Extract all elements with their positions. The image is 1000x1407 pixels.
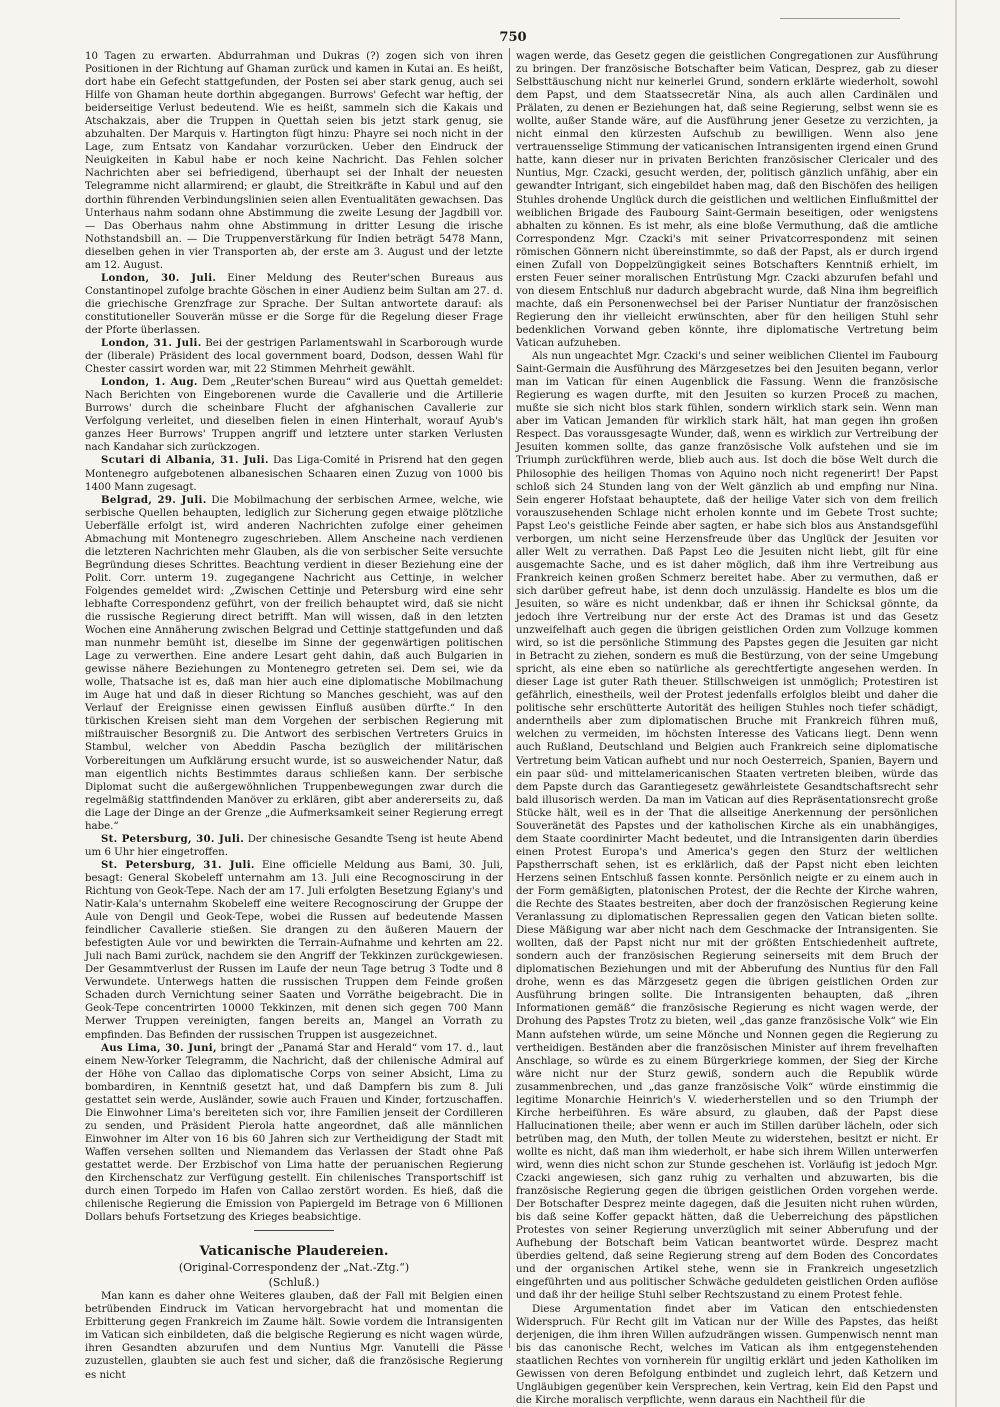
dateline: London, 1. Aug. [101, 376, 198, 389]
report-text: Die Mobilmachung der serbischen Armee, welche, wie serbische Quellen behaupten, lediglich zur Sicherung gegen etwaige plötzliche Ueberfälle erfolgt ist, wird anderen Nachrichten zufolge einer geheimen Abmachung mit Montenegro zugeschrieben. Allem Anscheine nach verdienen die letzteren Nachrichten mehr Glauben, als die von serbischer Seite versuchte Begründung dieses Schrittes. Beachtung verdient in dieser Beziehung eine der Polit. Corr. unterm 19. zugegangene Nachricht aus Cettinje, in welcher Folgendes gemeldet wird: „Zwischen Cettinje und Petersburg wird eine sehr lebhafte Correspondenz geführt, von der freilich behauptet wird, daß sie nicht die russische Regierung direct betrifft. Man will wissen, daß in den letzten Wochen eine Annäherung zwischen Belgrad und Cettinje stattgefunden und daß man nunmehr bemüht ist, dieselbe im Sinne der gegenwärtigen politischen Lage zu verwerthen. Eine andere Lesart geht dahin, daß auch Bulgarien in gewisse nähere Beziehungen zu Montenegro getreten sei. Dem sei, wie da wolle, Thatsache ist es, daß man hier auch eine diplomatische Mobilmachung im Auge hat und daß in dieser Richtung so Manches geschieht, was auf den Verlauf der Ereignisse einen gewissen Einfluß ausüben dürfte.“ In den türkischen Kreisen sieht man dem Vorgehen der serbischen Regierung mit mißtrauischer Besorgniß zu. Die Antwort des serbischen Vertreters Gruics in Stambul, welcher von Abeddin Pascha bezüglich der militärischen Vorbereitungen um Aufklärung ersucht wurde, ist so ausweichender Natur, daß man eigentlich nichts Bestimmtes daraus schließen kann. Der serbische Diplomat sucht die außergewöhnlichen Truppenbewegungen zwar durch die regelmäßig stattfindenden Manöver zu erklären, gibt aber andererseits zu, daß die Lage der Dinge an der Grenze „die Aufmerksamkeit seiner Regierung erregt habe.“ [85, 494, 503, 832]
london-30-report [85, 272, 503, 337]
top-rule [780, 18, 900, 19]
scan-edge [955, 0, 957, 1407]
report-text: Einer Meldung des Reuter'schen Bureaus aus Constantinopel zufolge brachte Göschen in einer Audienz beim Sultan am 27. d. die griechische Grenzfrage zur Sprache. Der Sultan antwortete darauf: als constitutioneller Souverän müsse er die Sorge für die Regelung dieser Frage der Pforte überlassen. [85, 272, 503, 336]
column-divider [509, 48, 510, 1348]
petersburg-31-report [85, 859, 503, 1042]
right-column [516, 50, 938, 1406]
lima-report [85, 1042, 503, 1225]
dateline: Scutari di Albania, 31. Juli. [101, 454, 269, 467]
report-text: Dem „Reuter'schen Bureau“ wird aus Quettah gemeldet: Nach Berichten von Eingeborenen wurde die Cavallerie und die Artillerie Burrows' durch die scheinbare Flucht der afghanischen Cavallerie zur Verfolgung verleitet, und dieselben fielen in einen Hinterhalt, worauf Ayub's ganzes Heer Burrows' Truppen angriff und letztere unter starken Verlusten nach Kandahar sich zurückzogen. [85, 377, 503, 454]
belgrad-report [85, 494, 503, 833]
section-note: (Schluß.) [268, 1276, 320, 1290]
dateline: London, 30. Juli. [101, 271, 217, 284]
section-title: Vaticanische Plaudereien. [199, 1244, 389, 1260]
scutari-report [85, 454, 503, 493]
dateline: St. Petersburg, 31. Juli. [101, 858, 255, 871]
report-text: bringt der „Panamá Star and Herald“ vom 17. d., laut einem New-Yorker Telegramm, die Nachricht, daß der chilenische Admiral auf der Höhe von Callao das diplomatische Corps von seiner Absicht, Lima zu bombardiren, in Kenntniß gesetzt hat, und daß Dampfern bis zum 8. Juli gestattet sein werde, Ausländer, sowie auch Frauen und Kinder, fortzuschaffen. Die Einwohner Lima's bereiteten sich vor, ihre Familien jenseit der Cordilleren zu senden, und Präsident Pierola hatte angeordnet, daß alle männlichen Einwohner im Alter von 16 bis 60 Jahren sich zur Vertheidigung der Stadt mit Waffen versehen sollten und Niemandem das Verlassen der Stadt ohne Paß gestattet werde. Der Erzbischof von Lima hatte der peruanischen Regierung den Kirchenschatz zur Verfügung gestellt. Ein chilenisches Transportschiff ist durch einen Torpedo im Hafen von Callao zerstört worden. Es hieß, daß die chilenische Regierung die Emission von Papiergeld im Betrage von 6 Millionen Dollars behufs Fortsetzung des Krieges beabsichtige. [85, 1042, 503, 1224]
dateline: London, 31. Juli. [101, 337, 202, 350]
vatican-paragraph: Man kann es daher ohne Weiteres glauben, daß der Fall mit Belgien einen betrübenden Eindruck im Vatican hervorgebracht hat und momentan die Erbitterung gegen Frankreich im Zaume hält. Sowie vordem die Intransigenten im Vatican sich einbildeten, daß die belgische Regierung es nicht wagen würde, ihren Gesandten abzurufen und dem Nuntius Mgr. Vanutelli die Pässe zuzustellen, glaubten sie auch fest und sicher, daß die französische Regierung es nicht [85, 1291, 503, 1381]
section-subtitle: (Original-Correspondenz der „Nat.-Ztg.“) [178, 1261, 410, 1275]
section-divider [254, 1230, 334, 1231]
petersburg-30-report [85, 833, 503, 859]
right-paragraph-2: Als nun ungeachtet Mgr. Czacki's und seiner weiblichen Clientel im Faubourg Saint-Germain die Ausführung des Märzgesetzes bei den Jesuiten begann, verlor man im Vatican für einen Augenblick die Fassung. Wenn die französische Regierung es wagen durfte, mit den Jesuiten so kurzen Proceß zu machen, mußte sie sich nicht blos stark fühlen, sondern wirklich stark sein. Wenn man aber im Vatican Jemanden für wirklich stark hält, hat man gegen ihn großen Respect. Das voraussgesagte Wunder, daß, wenn es wirklich zur Vertreibung der Jesuiten kommen sollte, das ganze französische Volk aufstehen und sie im Triumph zurückführen werde, blieb auch aus. Ist doch die böse Welt durch die Philosophie des heiligen Thomas von Aquino noch nicht regenerirt! Der Papst schloß sich 24 Stunden lang von der Welt gänzlich ab und empfing nur Nina. Sein engerer Hofstaat behauptete, daß der heilige Vater sich von dem freilich vorauszusehenden Schlage nicht erholen konnte und im Gebete Trost suchte; Papst Leo's geistliche Feinde aber sagten, er habe sich blos aus Anstandsgefühl verborgen, um nicht seine Herzensfreude über das Unglück der Jesuiten vor aller Welt zu verrathen. Daß Papst Leo die Jesuiten nicht liebt, gilt für eine ausgemachte Sache, und es ist daher möglich, daß ihm ihre Vertreibung aus Frankreich keinen großen Schmerz bereitet habe. Aber zu vermuthen, daß er sich darüber gefreut habe, ist denn doch unzulässig. Handelte es blos um die Jesuiten, so wäre es nicht undenkbar, daß er ihnen ihr Schicksal gönnte, da jedoch ihre Vertreibung nur der erste Act des Dramas ist und das Gesetz unzweifelhaft auch gegen die übrigen geistlichen Orden zum Vollzuge kommen wird, so ist die persönliche Stimmung des Papstes gegen die Jesuiten gar nicht in Betracht zu ziehen, sondern es muß die Bestürzung, von der seine Umgebung spricht, als eine eben so natürliche als gerechtfertigte angesehen werden. In dieser Lage ist guter Rath theuer. Stillschweigen ist unmöglich; Protestiren ist gefährlich, einestheils, weil der Protest jedenfalls erfolglos bleibt und daher die politische sehr erschütterte Autorität des heiligen Stuhles noch tiefer schädigt, anderntheils aber zum diplomatischen Bruche mit Frankreich führen muß, welchen zu vermeiden, im höchsten Interesse des Vaticans liegt. Denn wenn auch Rußland, Deutschland und Belgien auch Frankreich seine diplomatische Vertretung beim Vatican aufhebt und nur noch Oesterreich, Spanien, Bayern und ein paar süd- und mittelamericanischen Staaten vertreten bleiben, würde das dem Papste durch das Garantiegesetz gewährleistete Gesandtschaftsrecht sehr bald illusorisch werden. Da man im Vatican auf dies Repräsentationsrecht große Stücke hält, weil es in der That die allseitige Anerkennung der persönlichen Souveränetät des Papstes und der katholischen Kirche als ein unabhängiges, dem Staate coordinirter Macht bedeutet, und die Intransigenten darin überdies einen Protest Europa's und America's gegen den Sturz der weltlichen Papstherrschaft sehen, ist es erklärlich, daß der Papst nicht eben leichten Herzens seinen Entschluß fassen konnte. Persönlich neigte er zu einem auch in der Form gemäßigten, platonischen Protest, der die Rechte der Kirche wahren, die Rechte des Staates bestreiten, aber doch der französischen Regierung keine Veranlassung zu diplomatischen Repressalien gegen den Vatican bieten sollte. Diese Mäßigung war aber nicht nach dem Geschmacke der Intransigenten. Sie wollten, daß der Papst nicht nur mit der größten Entschiedenheit auftrete, sondern auch der französischen Regierung seinerseits mit dem Bruch der diplomatischen Beziehungen und mit der Abberufung des Nuntius für den Fall drohe, wenn es das Märzgesetz gegen die übrigen geistlichen Orden zur Ausführung bringen sollte. Die Intransigenten behaupten, daß „ihren Informationen gemäß“ die französische Regierung es nicht wagen werde, der Drohung des Papstes Trotz zu bieten, weil „das ganze französische Volk“ wie Ein Mann aufstehen würde, um seine Mönche und Nonnen gegen die Regierung zu vertheidigen. Beständen aber die französischen Minister auf ihrem frevelhaften Anschlage, so würde es zu einem Bürgerkriege kommen, der Sieg der Kirche wäre nicht nur der Sturz gewiß, sondern auch die Republik würde zusammenbrechen, und „das ganze französische Volk“ würde einstimmig die legitime Monarchie Heinrich's V. wiederherstellen und so den Triumph der Kirche herbeiführen. Es wäre absurd, zu glauben, daß der Papst diese Hallucinationen theile; aber wenn er auch im Stillen darüber lächeln, oder sich betrüben mag, den Muth, der tollen Meute zu widerstehen, besitzt er nicht. Er wollte es nicht, daß man ihm wiederholt, er habe sich ihrem Willen unterwerfen wird, wenn dies nicht schon zur Stunde geschehen ist. Vorläufig ist jedoch Mgr. Czacki angewiesen, sich ganz ruhig zu verhalten und abzuwarten, bis die französische Regierung gegen die übrigen geistlichen Orden vorgehen werde. Der Botschafter Desprez meinte dagegen, daß die Jesuiten nicht ruhen würden, bis daß seine Koffer gepackt hätten, daß die Ueberreichung des päpstlichen Protestes von seiner Regierung unverzüglich mit seiner Abberufung und der Aufhebung der Botschaft beim Vatican beantwortet würde. Desprez macht überdies geltend, daß seine Regierung streng auf dem Boden des Concordates und der organischen Artikel stehe, wenn sie in Frankreich ungesetzlich eingeführten und aus politischer Schwäche geduldeten geistlichen Orden auflöse und daß ihr der heilige Stuhl selber Rechtszustand zu einem Protest fehle. [516, 351, 938, 1302]
right-paragraph-1: wagen werde, das Gesetz gegen die geistlichen Congregationen zur Ausführung zu bringen. Der französische Botschafter beim Vatican, Desprez, gab zu dieser Selbsttäuschung nicht nur keinerlei Grund, sondern erklärte wiederholt, sowohl dem Papst, und dem Staatssecretär Nina, als auch allen Cardinälen und Prälaten, zu denen er Beziehungen hat, daß seine Regierung, selbst wenn sie es wollte, außer Stande wäre, auf die Ausführung jener Gesetze zu verzichten, ja nicht einmal den kürzesten Aufschub zu bewilligen. Wenn also jene vertrauensselige Stimmung der vaticanischen Intransigenten irgend einen Grund hatte, kann dieser nur in privaten Berichten französischer Clericaler und des Nuntius, Mgr. Czacki, gesucht werden, der, politisch gänzlich unfähig, aber ein gewandter Intrigant, sich eingebildet haben mag, daß den Bischöfen des heiligen Stuhles drohende Unglück durch die geistlichen und weltlichen Einflußmittel der weiblichen Brigade des Faubourg Saint-Germain beseitigen, oder wenigstens abhalten zu können. Es ist mehr, als eine bloße Vermuthung, daß die amtliche Correspondenz Mgr. Czacki's mit seiner Privatcorrespondenz mit seinen römischen Gönnern nicht übereinstimmte, so daß der Papst, als er durch irgend einen Zufall von Doppelzüngigkeit seines Botschafters Kenntniß erhielt, im ersten Feuer seiner moralischen Entrüstung Mgr. Czacki abzurufen befahl und von diesem Entschluß nur dadurch abgebracht wurde, daß Nina ihm begreiflich machte, daß ein Personenwechsel bei der Pariser Nuntiatur der französischen Regierung den ihr vielleicht erwünschten, aber für den heiligen Stuhl sehr bedenklichen Vorwand geben könnte, ihre diplomatische Vertretung beim Vatican aufzuheben. [516, 51, 938, 350]
page-number: 750 [499, 30, 527, 45]
dateline: Aus Lima, 30. Juni, [101, 1041, 217, 1054]
london-1aug-report [85, 376, 503, 454]
report-text: Das Liga-Comité in Prisrend hat den gegen Montenegro aufgebotenen albanesischen Schaaren einen Zuzug von 1000 bis 1400 Mann zugesagt. [85, 455, 503, 493]
report-text: Eine officielle Meldung aus Bami, 30. Juli, besagt: General Skobeleff unternahm am 13. Juli eine Recognoscirung in der Richtung von Geok-Tepe. Nach der am 17. Juli erfolgten Besetzung Egiany's und Natir-Kala's unternahm Skobeleff eine weitere Recognoscirung der Gruppe der Aule von Dengil und Geok-Tepe, wobei die Russen auf bedeutende Massen feindlicher Cavallerie stießen. Sie drangen zu den äußeren Mauern der befestigten Aule vor und bewirkten die Terrain-Aufnahme und kehrten am 22. Juli nach Bami zurück, nachdem sie den Angriff der Tekkinzen zurückgewiesen. Der Gesammtverlust der Russen im Laufe der neun Tage betrug 3 Todte und 8 Verwundete. Unterwegs hatten die russischen Truppen dem Feinde großen Schaden durch Vernichtung seiner Saaten und Vorräthe beigebracht. Die in Geok-Tepe concentrirten 10000 Tekkinzen, mit denen sich gegen 700 Mann Merwer Truppen vereinigten, fangen bereits an, Mangel an Vorrath zu empfinden. Das Befinden der russischen Truppen ist ausgezeichnet. [85, 859, 503, 1041]
report-text: Der chinesische Gesandte Tseng ist heute Abend um 6 Uhr hier eingetroffen. [85, 833, 503, 858]
report-text: Bei der gestrigen Parlamentswahl in Scarborough wurde der (liberale) Präsident des local government board, Dodson, dessen Wahl für Chester cassirt worden war, mit 22 Stimmen Mehrheit gewählt. [85, 338, 503, 376]
intro-paragraph: 10 Tagen zu erwarten. Abdurrahman und Dukras (?) zogen sich von ihren Positionen in der Richtung auf Ghaman zurück und kamen in Kutai an. Es heißt, dort habe ein Gefecht stattgefunden, der Posten sei aber stark genug, auch sei Hilfe von Ghaman heute dorthin abgegangen. Burrows' Gefecht war heftig, der beiderseitige Verlust bedeutend. Wie es heißt, sammeln sich die Kakais und Atschakzais, aber die Truppen in Quettah seien bis jetzt stark genug, sie abzuhalten. Der Marquis v. Hartington fügt hinzu: Phayre sei noch nicht in der Lage, zum Entsatz von Kandahar vorzurücken. Ueber den Eindruck der Neuigkeiten in Kabul habe er noch keine Nachricht. Das Fehlen solcher Nachrichten aber sei befriedigend, überhaupt sei der Inhalt der neuesten Telegramme nicht allarmirend; er glaubt, die Streitkräfte in Kabul und auf den dorthin führenden Verbindungslinien seien allen Eventualitäten gewachsen. Das Unterhaus nahm sodann ohne Abstimmung die zweite Lesung der Jagdbill vor. — Das Oberhaus nahm ohne Abstimmung in dritter Lesung die irische Nothstandsbill an. — Die Truppenverstärkung für Indien beträgt 5478 Mann, dieselben gehen in vier Transporten ab, der erste am 3. August und der letzte am 12. August. [85, 51, 503, 271]
left-column [85, 50, 503, 1381]
dateline: St. Petersburg, 30. Juli. [101, 832, 245, 845]
right-paragraph-3: Diese Argumentation findet aber im Vatican den entschiedensten Widerspruch. Für Recht gilt im Vatican nur der Wille des Papstes, das heißt derjenigen, die ihm ihren Willen aufzudrängen wissen. Gumpenwisch nennt man bis das canonische Recht, welches im Vatican als ihm entgegenstehenden staatlichen Rechtes von vornherein für ungiltig erklärt und jeden Katholiken im Gewissen von deren Befolgung entbindet und zugleich lehrt, daß Ketzern und Ungläubigen gegenüber kein Versprechen, kein Vertrag, kein Eid den Papst und die Kirche moralisch verpflichte, wenn daraus ein Nachtheil für die [516, 1303, 938, 1406]
london-31-report [85, 337, 503, 376]
dateline: Belgrad, 29. Juli. [101, 493, 207, 506]
